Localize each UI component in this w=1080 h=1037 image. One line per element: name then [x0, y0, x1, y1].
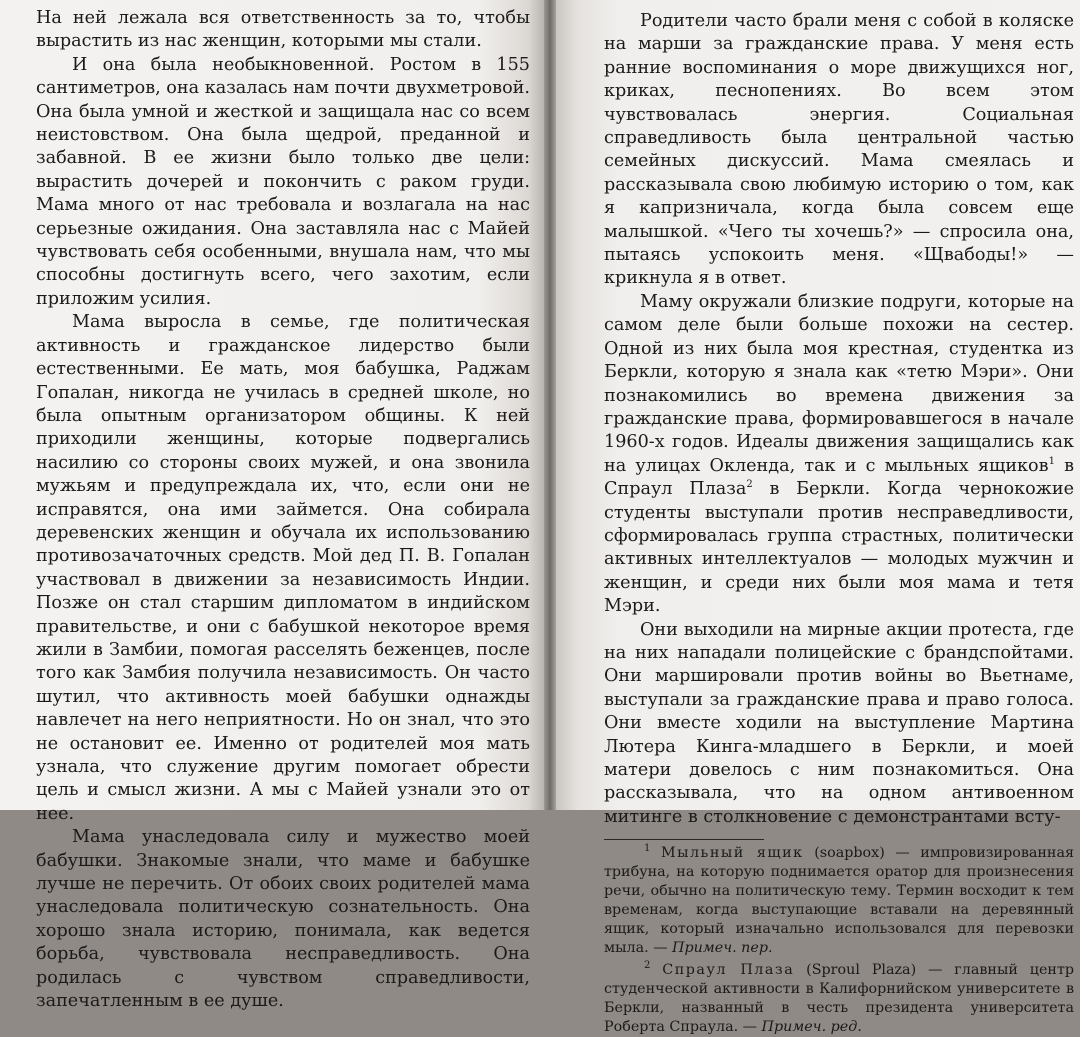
right-paragraph-1: Родители часто брали меня с собой в коляске на марши за гражданские права. У меня есть ранние воспоминания о море движущихся ног, криках, песнопениях. Во всем этом чувствовалась энергия. Социальная справедливость была центральной частью семейных дискуссий. Мама смеялась и рассказывала свою любимую историю о том, как я капризничала, когда была совсем еще малышкой. «Чего ты хочешь?» — спросила она, пытаясь успокоить меня. «Щвабоды!» — крикнула я в ответ. [604, 11, 1074, 289]
footnote-1-mark: 1 [644, 843, 651, 855]
footnote-2-mark: 2 [644, 960, 651, 972]
left-paragraph-2: И она была необыкновенной. Ростом в 155 сантиметров, она казалась нам почти двухметровой. Она была умной и жесткой и защищала нас со всем неистовством. Она была щедрой, преданной и забавной. В ее жизни было только две цели: вырастить дочерей и покончить с раком груди. Мама много от нас требовала и возлагала на нас серьезные ожидания. Она заставляла нас с Майей чувствовать себя особенными, внушала нам, что мы способны достигнуть всего, чего захотим, если приложим усилия. [36, 54, 530, 309]
right-paragraph-2 [556, 291, 1080, 619]
footnote-1-term: Мыльный ящик [660, 845, 804, 862]
right-paragraph-2-part-a: Маму окружали близкие подруги, которые на самом деле были больше похожи на сестер. Одной из них была моя крестная, студентка из Беркли, которую я знала как «тетю Мэри». Они познакомились во времена движения за гражданские права, формировавшегося в начале 1960-х годов. Идеалы движения защищались как на улицах Окленда, так и с мыльных ящиков [604, 291, 1074, 476]
footnote-marker-1: 1 [1048, 455, 1055, 467]
book-gutter [544, 0, 556, 810]
left-page-text [0, 0, 544, 1013]
footnote-2-credit: Примеч. ред. [761, 1019, 862, 1036]
right-paragraph-2-part-b: в Спраул Плаза [604, 455, 1075, 500]
footnote-2-text: (Sproul Plaza) — главный центр студенческой активности в Калифорнийском университете в Беркли, названный в честь президента университета Роберта Спраула. — [604, 962, 1075, 1036]
footnote-1 [556, 844, 1080, 958]
left-page [0, 0, 544, 1012]
left-paragraph-1: На ней лежала вся ответственность за то, чтобы вырастить из нас женщин, которыми мы стали. [36, 8, 530, 52]
footnote-1-text: (soapbox) — импровизированная трибуна, на которую поднимается оратор для произнесения речи, обычно на политическую тему. Термин восходит к тем временам, когда выступающие вставали на деревянный ящик, который изначально использовался для перевозки мыла. — [604, 845, 1075, 957]
right-paragraph-2-part-c: в Беркли. Когда чернокожие студенты выступали против несправедливости, сформировалась группа страстных, политически активных интеллектуалов — молодых мужчин и женщин, и среди них были моя мама и тетя Мэри. [604, 479, 1075, 617]
right-paragraph-3: Они выходили на мирные акции протеста, где на них нападали полицейские с брандспойтами. Они маршировали против войны во Вьетнаме, выступали за гражданские права и право голоса. Они вместе ходили на выступление Мартина Лютера Кинга-младшего в Беркли, и моей матери довелось с ним познакомиться. Она рассказывала, что на одном антивоенном митинге в столкновение с демонстрантами всту- [604, 619, 1074, 827]
right-page-text [556, 0, 1080, 1037]
left-paragraph-4: Мама унаследовала силу и мужество моей бабушки. Знакомые знали, что маме и бабушке лучше не перечить. От обоих своих родителей мама унаследовала политическую сознательность. Она хорошо знала историю, понимала, как ведется борьба, чувствовала несправедливость. Она родилась с чувством справедливости, запечатленным в ее душе. [36, 827, 530, 1012]
left-paragraph-3: Мама выросла в семье, где политическая активность и гражданское лидерство были естественными. Ее мать, моя бабушка, Раджам Гопалан, никогда не училась в средней школе, но была опытным организатором общины. К ней приходили женщины, которые подвергались насилию со стороны своих мужей, и она звонила мужьям и предупреждала их, что, если они не исправятся, она ими займется. Она собирала деревенских женщин и обучала их использованию противозачаточных средств. Мой дед П. В. Гопалан участвовал в движении за независимость Индии. Позже он стал старшим дипломатом в индийском правительстве, и они с бабушкой некоторое время жили в Замбии, помогая расселять беженцев, после того как Замбия получила независимость. Он часто шутил, что активность моей бабушки однажды навлечет на него неприятности. Но он знал, что это не остановит ее. Именно от родителей моя мать узнала, что служение другим помогает обрести цель и смысл жизни. А мы с Майей узнали это от нее. [36, 312, 530, 824]
footnote-2 [556, 961, 1080, 1037]
footnote-1-credit: Примеч. пер. [672, 940, 773, 957]
right-page [556, 0, 1080, 1036]
footnote-marker-2: 2 [746, 479, 753, 491]
footnote-2-term: Спраул Плаза [662, 962, 795, 979]
footnote-divider [604, 839, 764, 840]
